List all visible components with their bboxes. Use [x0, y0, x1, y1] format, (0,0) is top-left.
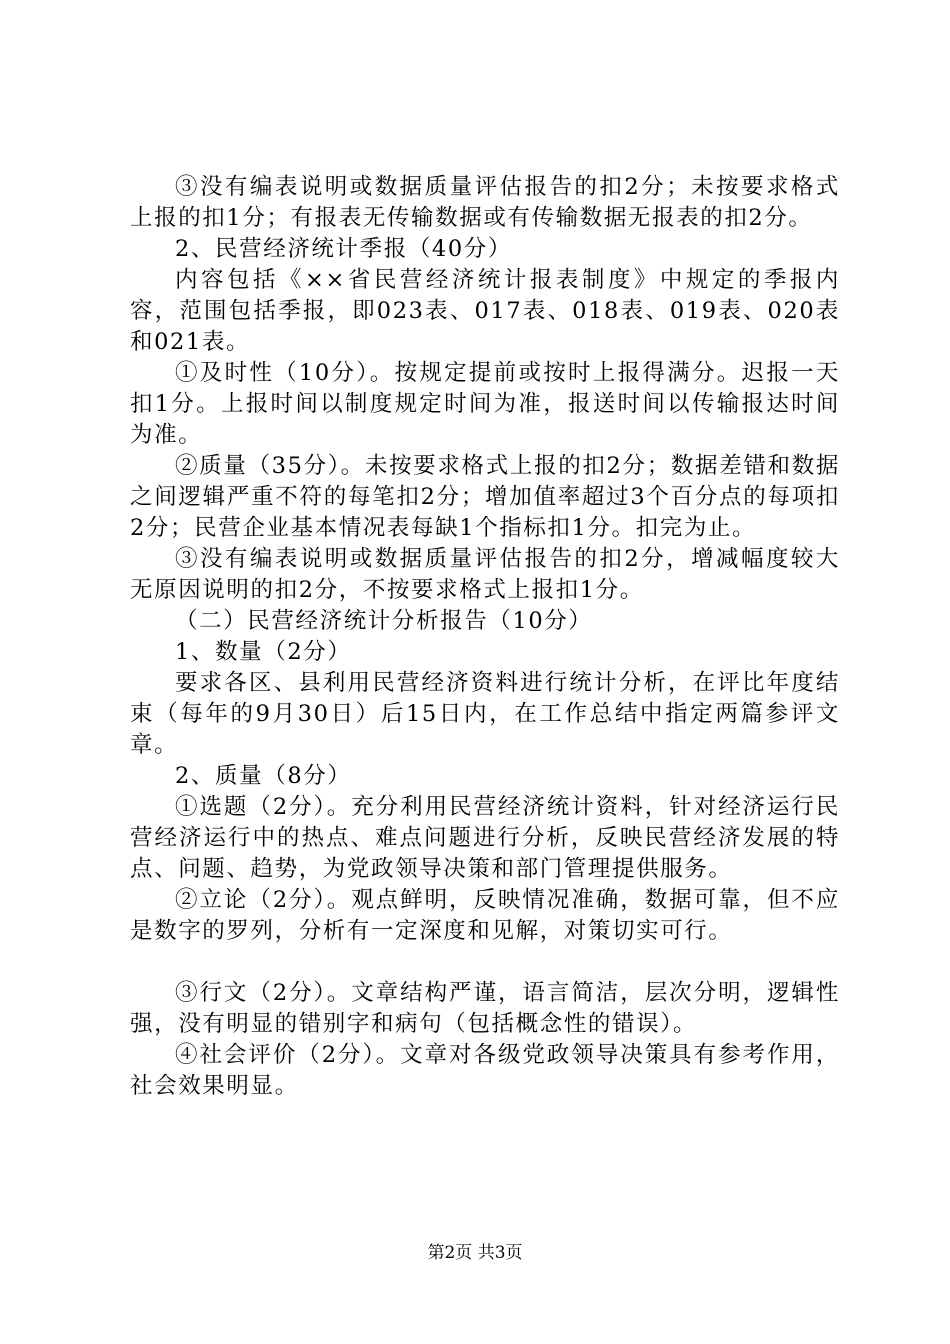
paragraph-writing: ③行文（2分）。文章结构严谨，语言简洁，层次分明，逻辑性强，没有明显的错别字和病句（包括概念性的错误）。: [130, 980, 840, 1037]
paragraph-topic-selection: ①选题（2分）。充分利用民营经济统计资料，针对经济运行民营经济运行中的热点、难点问题进行分析，反映民营经济发展的特点、问题、趋势，为党政领导决策和部门管理提供服务。: [130, 794, 840, 882]
paragraph-quarterly-content: 内容包括《××省民营经济统计报表制度》中规定的季报内容，范围包括季报，即023表、017表、018表、019表、020表和021表。: [130, 267, 840, 355]
paragraph-argument: ②立论（2分）。观点鲜明，反映情况准确，数据可靠，但不应是数字的罗列，分析有一定深度和见解，对策切实可行。: [130, 887, 840, 944]
heading-quality-8: 2、质量（8分）: [175, 763, 352, 789]
paragraph-quality: ②质量（35分）。未按要求格式上报的扣2分；数据差错和数据之间逻辑严重不符的每笔扣2分；增加值率超过3个百分点的每项扣2分；民营企业基本情况表每缺1个指标扣1分。扣完为止。: [130, 453, 840, 541]
heading-quarterly-report: 2、民营经济统计季报（40分）: [175, 236, 512, 262]
heading-analysis-report: （二）民营经济统计分析报告（10分）: [175, 608, 593, 634]
page-number-footer: 第2页 共3页: [427, 1243, 523, 1263]
paragraph-social-evaluation: ④社会评价（2分）。文章对各级党政领导决策具有参考作用，社会效果明显。: [130, 1042, 840, 1099]
paragraph-quantity-requirement: 要求各区、县利用民营经济资料进行统计分析，在评比年度结束（每年的9月30日）后15日内，在工作总结中指定两篇参评文章。: [130, 670, 840, 758]
paragraph-explanation-deduction: ③没有编表说明或数据质量评估报告的扣2分，增减幅度较大无原因说明的扣2分，不按要求格式上报扣1分。: [130, 546, 840, 603]
paragraph-3-no-explanation: ③没有编表说明或数据质量评估报告的扣2分；未按要求格式上报的扣1分；有报表无传输数据或有传输数据无报表的扣2分。: [130, 174, 840, 231]
paragraph-timeliness: ①及时性（10分）。按规定提前或按时上报得满分。迟报一天扣1分。上报时间以制度规定时间为准，报送时间以传输报达时间为准。: [130, 360, 840, 448]
document-body: [130, 172, 840, 1102]
heading-quantity: 1、数量（2分）: [175, 639, 352, 665]
